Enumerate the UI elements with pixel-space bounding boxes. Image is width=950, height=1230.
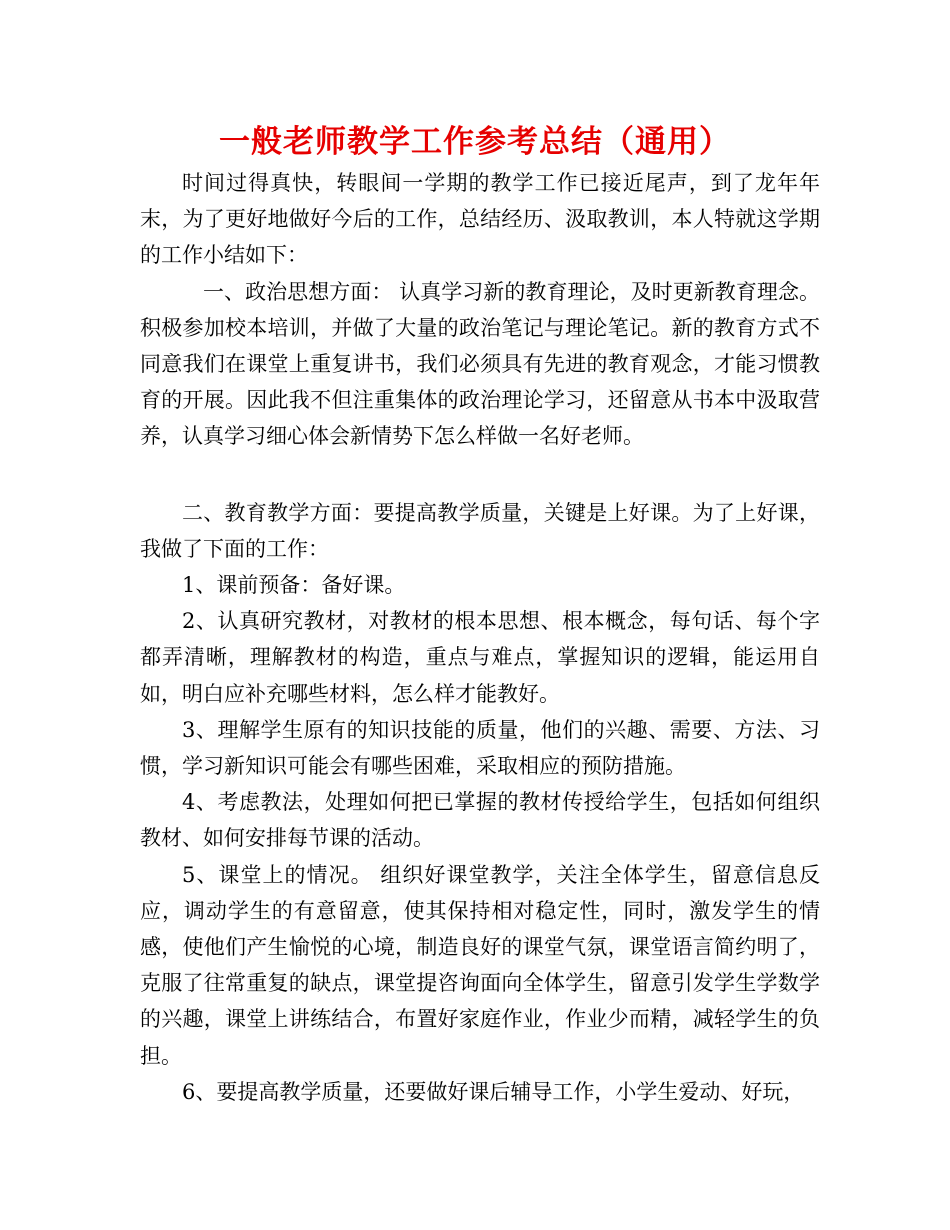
document-body <box>140 165 820 1110</box>
paragraph-intro: 时间过得真快，转眼间一学期的教学工作已接近尾声，到了龙年年末，为了更好地做好今后的工作，总结经历、汲取教训，本人特就这学期的工作小结如下： <box>140 171 820 268</box>
paragraph-item-2: 2、认真研究教材，对教材的根本思想、根本概念，每句话、每个字都弄清晰，理解教材的构造，重点与难点，掌握知识的逻辑，能运用自如，明白应补充哪些材料，怎么样才能教好。 <box>140 609 820 706</box>
paragraph-political-thought: 一、政治思想方面： 认真学习新的教育理论，及时更新教育理念。积极参加校本培训，并做了大量的政治笔记与理论笔记。新的教育方式不同意我们在课堂上重复讲书，我们必须具有先进的教育观念，才能习惯教育的开展。因此我不但注重集体的政治理论学习，还留意从书本中汲取营养，认真学习细心体会新情势下怎么样做一名好老师。 <box>140 279 820 449</box>
paragraph-item-5: 5、课堂上的情况。 组织好课堂教学，关注全体学生，留意信息反应，调动学生的有意留意，使其保持相对稳定性，同时，激发学生的情感，使他们产生愉悦的心境，制造良好的课堂气氛，课堂语言简约明了，克服了往常重复的缺点，课堂提咨询面向全体学生，留意引发学生学数学的兴趣，课堂上讲练结合，布置好家庭作业，作业少而精，减轻学生的负担。 <box>140 862 820 1068</box>
paragraph-item-6: 6、要提高教学质量，还要做好课后辅导工作，小学生爱动、好玩， <box>182 1079 805 1104</box>
paragraph-teaching-section: 二、教育教学方面：要提高教学质量，关键是上好课。为了上好课，我做了下面的工作： <box>140 500 820 561</box>
paragraph-item-3: 3、理解学生原有的知识技能的质量，他们的兴趣、需要、方法、习惯，学习新知识可能会有哪些困难，采取相应的预防措施。 <box>140 717 820 779</box>
paragraph-item-1: 1、课前预备：备好课。 <box>182 573 406 598</box>
paragraph-item-4: 4、考虑教法，处理如何把已掌握的教材传授给学生，包括如何组织教材、如何安排每节课的活动。 <box>140 790 820 851</box>
document-title: 一般老师教学工作参考总结（通用） <box>219 124 731 160</box>
paragraph-gap <box>140 455 820 495</box>
